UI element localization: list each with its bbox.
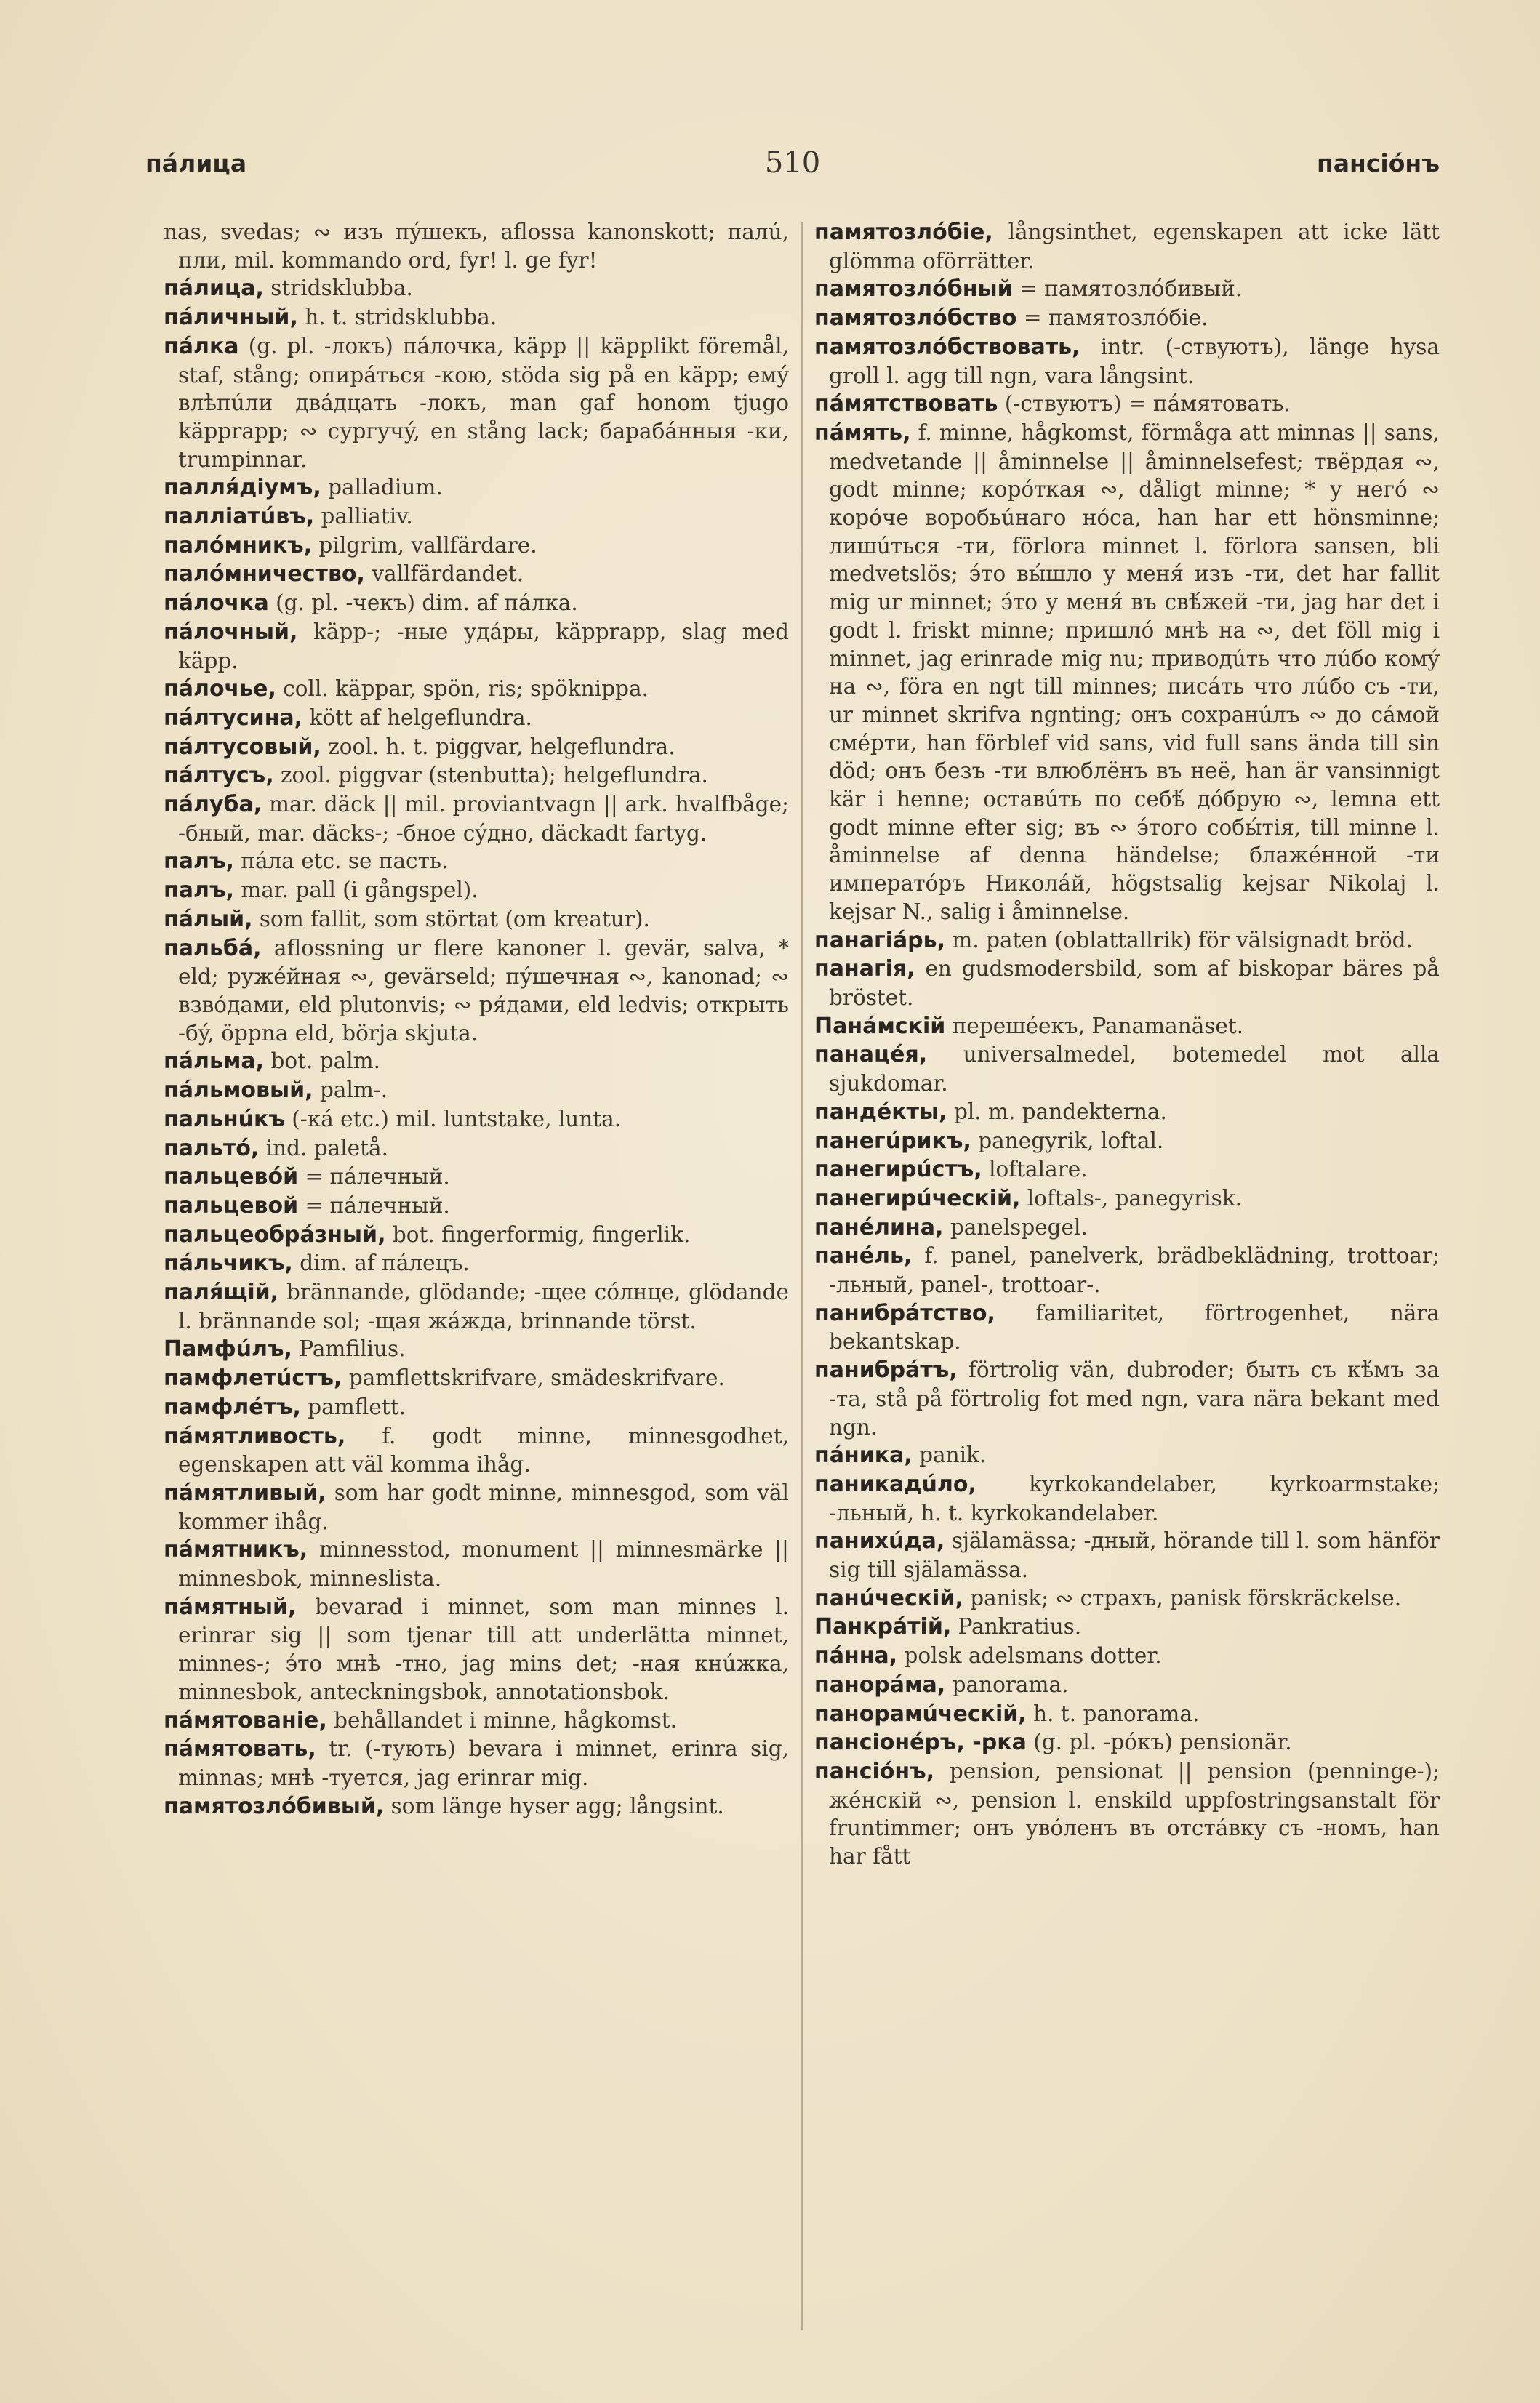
- entry-headword: пáлый,: [164, 906, 253, 932]
- dictionary-entry: [164, 1249, 789, 1278]
- dictionary-entry: [814, 333, 1440, 390]
- dictionary-entry: [164, 1134, 789, 1163]
- dictionary-entry: [164, 761, 789, 790]
- entry-headword: пальцевой: [164, 1192, 299, 1219]
- entry-definition: palliativ.: [321, 504, 413, 529]
- dictionary-entry: [814, 1642, 1440, 1671]
- entry-headword: памятозлóбствовать,: [814, 334, 1080, 360]
- dictionary-entry: [814, 218, 1440, 275]
- entry-definition: palm-.: [319, 1078, 388, 1103]
- entry-definition: universalmedel, botemedel mot alla sjukdomar.: [829, 1042, 1440, 1096]
- dictionary-entry: [814, 1356, 1440, 1441]
- dictionary-entry: [814, 1184, 1440, 1213]
- entry-definition: h. t. panorama.: [1033, 1701, 1200, 1726]
- entry-definition: pamflettskrifvare, smädeskrifvare.: [348, 1365, 725, 1391]
- entry-headword: палóмникъ,: [164, 532, 313, 558]
- dictionary-entry: [164, 1076, 789, 1105]
- dictionary-entry: [164, 1221, 789, 1250]
- entry-definition: (g. pl. -чекъ) dim. af пáлка.: [276, 590, 578, 616]
- dictionary-entry: [814, 1155, 1440, 1184]
- entry-definition: loftalare.: [989, 1157, 1088, 1182]
- entry-headword: панúческій,: [814, 1585, 963, 1611]
- entry-headword: панихúда,: [814, 1528, 945, 1554]
- dictionary-entry: [164, 675, 789, 704]
- dictionary-entry: [164, 1192, 789, 1221]
- dictionary-entry: [814, 1441, 1440, 1470]
- dictionary-entry: [814, 926, 1440, 955]
- dictionary-entry: [814, 1127, 1440, 1156]
- dictionary-entry: [164, 1047, 789, 1076]
- entry-headword: пальбá,: [164, 935, 262, 961]
- dictionary-entry: [164, 531, 789, 561]
- dictionary-entry: [164, 1536, 789, 1592]
- dictionary-entry: [164, 274, 789, 303]
- entry-headword: пáлтусина,: [164, 705, 303, 731]
- entry-headword: памятозлóбный: [814, 276, 1013, 302]
- entry-definition: bot. fingerformig, fingerlik.: [392, 1221, 691, 1247]
- entry-definition: перешéекъ, Panamanäset.: [952, 1013, 1244, 1038]
- entry-headword: пáльчикъ,: [164, 1251, 293, 1277]
- entry-definition: minnesstod, monument || minnesmärke || minnesbok, minneslista.: [178, 1537, 789, 1592]
- entry-definition: (-кá etc.) mil. luntstake, lunta.: [292, 1106, 622, 1131]
- entry-definition: Pankratius.: [958, 1614, 1082, 1640]
- dictionary-entry: [814, 1584, 1440, 1613]
- entry-definition: mar. däck || mil. proviantvagn || ark. hvalfbåge; -бный, mar. däcks-; -бное сýдно, däckadt fartyg.: [178, 792, 789, 846]
- entry-headword: пáлица,: [164, 276, 264, 302]
- entry-headword: памятозлóбство: [814, 305, 1017, 332]
- entry-definition: familiaritet, förtrogenhet, nära bekantskap.: [829, 1300, 1440, 1355]
- entry-definition: ind. paletå.: [265, 1135, 388, 1160]
- dictionary-entry: [164, 303, 789, 332]
- entry-definition: intr. (-ствуютъ), länge hysa groll l. agg till ngn, vara långsint.: [829, 334, 1440, 388]
- entry-headword: пальцеобрáзный,: [164, 1221, 386, 1248]
- entry-definition: h. t. stridsklubba.: [305, 305, 497, 330]
- entry-definition: pamflett.: [308, 1394, 406, 1419]
- dictionary-entry: [164, 560, 789, 589]
- dictionary-entry: [814, 1299, 1440, 1356]
- dictionary-entry: [164, 1735, 789, 1792]
- dictionary-entry: [164, 847, 789, 876]
- entry-definition: = пáлечный.: [305, 1192, 450, 1218]
- entry-definition: panegyrik, loftal.: [978, 1128, 1164, 1153]
- entry-definition: kött af helgeflundra.: [309, 705, 532, 730]
- entry-headword: пальтó,: [164, 1135, 260, 1161]
- entry-definition: som länge hyser agg; långsint.: [390, 1793, 724, 1818]
- entry-headword: панорáма,: [814, 1672, 946, 1698]
- entry-headword: панацéя,: [814, 1042, 928, 1068]
- entry-definition: = пáлечный.: [305, 1164, 450, 1190]
- entry-headword: панорамúческій,: [814, 1701, 1027, 1727]
- dictionary-entry: [814, 390, 1440, 419]
- dictionary-entry: [814, 955, 1440, 1011]
- entry-headword: пáмятовать,: [164, 1736, 316, 1762]
- entry-headword: пáлтусовый,: [164, 734, 321, 760]
- dictionary-entry: [814, 1012, 1440, 1041]
- dictionary-entry: [164, 733, 789, 762]
- entry-headword: Панкрáтій,: [814, 1614, 952, 1640]
- entry-definition: f. godt minne, minnesgodhet, egenskapen att väl komma ihåg.: [178, 1423, 789, 1477]
- dictionary-entry: [164, 1593, 789, 1706]
- running-head-right: пансіóнъ: [1316, 149, 1440, 177]
- dictionary-entry: [164, 1706, 789, 1736]
- dictionary-entry: [164, 502, 789, 531]
- entry-headword: пáличный,: [164, 305, 298, 331]
- entry-definition: behållandet i minne, hågkomst.: [334, 1707, 677, 1733]
- entry-definition: panorama.: [952, 1672, 1069, 1697]
- entry-headword: пáмятникъ,: [164, 1537, 308, 1563]
- entry-headword: пáмятный,: [164, 1594, 297, 1620]
- entry-definition: pl. m. pandekterna.: [953, 1099, 1167, 1124]
- dictionary-entry: [164, 589, 789, 618]
- entry-headword: палóмничество,: [164, 561, 365, 587]
- entry-definition: = памятозлóбивый.: [1019, 276, 1243, 302]
- entry-headword: пáмятливость,: [164, 1423, 346, 1449]
- entry-headword: палля́діумъ,: [164, 475, 321, 501]
- entry-headword: панегирúческій,: [814, 1185, 1021, 1211]
- entry-definition: polsk adelsmans dotter.: [904, 1643, 1162, 1669]
- entry-definition: själamässa; -дный, hörande till l. som hänför sig till själamässa.: [829, 1528, 1440, 1583]
- entry-definition: panelspegel.: [950, 1214, 1088, 1240]
- entry-headword: панéль,: [814, 1243, 913, 1269]
- dictionary-entry: [814, 304, 1440, 333]
- entry-definition: bot. palm.: [270, 1048, 380, 1074]
- dictionary-entry: [814, 1700, 1440, 1729]
- entry-headword: пансіóнъ,: [814, 1758, 935, 1784]
- dictionary-entry: [164, 1792, 789, 1821]
- running-head-left: пáлица: [145, 149, 247, 177]
- dictionary-entry: [814, 275, 1440, 304]
- entry-definition: aflossning ur flere kanoner l. gevär, salva, * eld; ружéйная ∾, gevärseld; пýшечная ∾, kanonad; ∾ взвóдами, eld plutonvis; ∾ ря́дами, eld ledvis; открыть -бý, öppna eld, börja skjuta.: [178, 935, 789, 1046]
- entry-headword: пáлочный,: [164, 619, 298, 645]
- page-number: 510: [764, 146, 821, 180]
- entry-definition: zool. h. t. piggvar, helgeflundra.: [328, 734, 675, 759]
- dictionary-entry: [164, 905, 789, 934]
- entry-definition: en gudsmodersbild, som af biskopar bäres på bröstet.: [829, 956, 1440, 1010]
- entry-headword: пальцевóй: [164, 1164, 299, 1190]
- entry-definition: palladium.: [328, 475, 443, 500]
- dictionary-entry: [814, 1213, 1440, 1243]
- left-column: [164, 218, 789, 2356]
- entry-definition: långsinthet, egenskapen att icke lätt glömma oförrätter.: [829, 220, 1440, 273]
- entry-definition: förtrolig vän, dubroder; быть съ кѣ́мъ за -та, stå på förtrolig fot med ngn, vara nära bekant med ngn.: [829, 1357, 1440, 1440]
- entry-definition: som har godt minne, minnesgod, som väl kommer ihåg.: [178, 1480, 789, 1534]
- entry-definition: nas, svedas; ∾ изъ пýшекъ, aflossa kanonskott; палú, пли, mil. kommando ord, fyr! l. ge fyr!: [164, 220, 789, 273]
- entry-definition: panisk; ∾ страхъ, panisk förskräckelse.: [970, 1585, 1402, 1610]
- entry-definition: stridsklubba.: [270, 276, 413, 301]
- entry-definition: (g. pl. -локъ) пáлочка, käpp || käpplikt föremål, staf, stång; опирáться -кою, stöda sig på en käpp; емý влѣпúли двáдцать -локъ, man gaf honom tjugo käpprapp; ∾ сургучý, en stång lack; барабáнныя -ки, trumpinnar.: [178, 333, 789, 472]
- dictionary-entry: [814, 1242, 1440, 1299]
- entry-headword: пáлочка: [164, 590, 269, 617]
- dictionary-entry: [814, 1470, 1440, 1527]
- entry-headword: памятозлóбивый,: [164, 1793, 385, 1819]
- dictionary-entry: [164, 218, 789, 274]
- dictionary-entry: [164, 1278, 789, 1335]
- dictionary-entry: [164, 1105, 789, 1134]
- entry-headword: панегирúстъ,: [814, 1157, 982, 1183]
- entry-headword: пандéкты,: [814, 1099, 947, 1125]
- dictionary-entry: [814, 1098, 1440, 1127]
- entry-definition: som fallit, som störtat (om kreatur).: [259, 906, 650, 931]
- dictionary-entry: [814, 419, 1440, 926]
- entry-definition: f. panel, panelverk, brädbeklädning, trottoar; -льный, panel-, trottoar-.: [829, 1243, 1440, 1298]
- entry-definition: Pamfilius.: [299, 1336, 406, 1362]
- dictionary-entry: [164, 332, 789, 474]
- entry-headword: пáника,: [814, 1443, 913, 1469]
- entry-headword: панéлина,: [814, 1214, 944, 1240]
- dictionary-entry: [164, 1393, 789, 1422]
- entry-headword: пáльмовый,: [164, 1078, 313, 1104]
- dictionary-entry: [164, 1479, 789, 1536]
- entry-headword: Памфúлъ,: [164, 1336, 292, 1363]
- entry-definition: vallfärdandet.: [372, 561, 524, 587]
- page-header: [145, 146, 1440, 193]
- dictionary-entry: [164, 704, 789, 733]
- entry-headword: пáмятствовать: [814, 391, 998, 417]
- dictionary-entry: [814, 1613, 1440, 1642]
- entry-headword: пáлтусъ,: [164, 763, 274, 789]
- dictionary-entry: [164, 473, 789, 502]
- entry-definition: (-ствуютъ) = пáмятовать.: [1004, 391, 1291, 417]
- entry-headword: панибрáтство,: [814, 1300, 995, 1326]
- entry-headword: пáмятливый,: [164, 1480, 326, 1506]
- entry-headword: панибрáтъ,: [814, 1357, 958, 1384]
- entry-definition: loftals-, panegyrisk.: [1027, 1185, 1243, 1211]
- entry-headword: пáнна,: [814, 1643, 898, 1669]
- entry-headword: памфлетúстъ,: [164, 1365, 342, 1392]
- entry-definition: пáла etc. se пасть.: [241, 849, 449, 874]
- dictionary-entry: [814, 1728, 1440, 1757]
- entry-headword: паля́щій,: [164, 1280, 279, 1306]
- entry-definition: panik.: [919, 1443, 987, 1468]
- right-column: [814, 218, 1440, 2356]
- entry-definition: f. minne, hågkomst, förmåga att minnas || sans, medvetande || åminnelse || åminnelsefest; твёрдая ∾, godt minne; корóткая ∾, dåligt minne; * у негó ∾ корóче воробьúнаго нóса, han har ett hönsminne; лишúться -ти, förlora minnet l. förlora sansen, bli medvetslös; э́то вы́шло у меня́ изъ -ти, det har fallit mig ur minnet; э́то у меня́ въ свѣ́жей -ти, jag har det i godt l. friskt minne; пришлó мнѣ на ∾, det föll mig i minnet, jag erinrade mig nu; приводúть что лúбо комý на ∾, föra en ngt till minnes; писáть что лúбо съ -ти, ur minnet skrifva ngnting; онъ сохранúлъ ∾ до сáмой смéрти, han förblef vid sans, vid full sans ända till sin död; онъ безъ -ти влюблёнъ въ неё, han är vansinnigt kär i henne; оставúть по себѣ́ дóбрую ∾, lemna ett godt minne efter sig; въ ∾ э́того собы́тія, till minne l. åminnelse af denna händelse; блажéнной -ти императóръ Николáй, högstsalig kejsar Nikolaj l. kejsar N., salig i åminnelse.: [829, 420, 1440, 924]
- entry-definition: coll. käppar, spön, ris; spöknippa.: [283, 676, 649, 702]
- dictionary-entry: [814, 1040, 1440, 1097]
- entry-headword: палліатúвъ,: [164, 504, 315, 530]
- entry-definition: m. paten (oblattallrik) för välsignadt bröd.: [952, 927, 1413, 952]
- dictionary-entry: [164, 1422, 789, 1479]
- dictionary-entry: [814, 1757, 1440, 1871]
- entry-definition: = памятозлóбіе.: [1023, 305, 1208, 331]
- entry-headword: пáльма,: [164, 1048, 265, 1075]
- dictionary-entry: [164, 1163, 789, 1192]
- entry-headword: пáлочье,: [164, 676, 276, 702]
- entry-headword: палъ,: [164, 878, 234, 904]
- entry-headword: пáлка: [164, 333, 239, 359]
- entry-definition: kyrkokandelaber, kyrkoarmstake; -льный, h. t. kyrkokandelaber.: [829, 1471, 1440, 1525]
- entry-headword: пансіонéръ, -рка: [814, 1730, 1027, 1756]
- entry-headword: пáлуба,: [164, 792, 262, 818]
- entry-definition: mar. pall (i gångspel).: [241, 878, 478, 903]
- entry-definition: käpp-; -ные удáры, käpprapp, slag med käpp.: [178, 619, 789, 673]
- entry-definition: bevarad i minnet, som man minnes l. erinrar sig || som tjenar till att underlätta minnet, minnes-; э́то мнѣ -тно, jag mins det; -ная кнúжка, minnesbok, anteckningsbok, annotationsbok.: [178, 1594, 789, 1704]
- entry-definition: pilgrim, vallfärdare.: [318, 532, 537, 558]
- dictionary-entry: [164, 1335, 789, 1364]
- entry-headword: панегúрикъ,: [814, 1128, 971, 1154]
- entry-definition: zool. piggvar (stenbutta); helgeflundra.: [281, 763, 708, 788]
- column-divider: [801, 222, 803, 2330]
- entry-headword: пальнúкъ: [164, 1106, 285, 1132]
- dictionary-entry: [164, 934, 789, 1048]
- entry-headword: пáмятованіе,: [164, 1707, 327, 1733]
- dictionary-entry: [164, 876, 789, 905]
- entry-definition: dim. af пáлецъ.: [300, 1251, 470, 1276]
- dictionary-entry: [164, 790, 789, 847]
- entry-definition: tr. (-тують) bevara i minnet, erinra sig, minnas; мнѣ -туется, jag erinrar mig.: [178, 1736, 789, 1790]
- entry-headword: палъ,: [164, 849, 234, 875]
- entry-definition: pension, pensionat || pension (penninge-); жéнскій ∾, pension l. enskild uppfostringsanstalt för fruntimmer; онъ увóленъ въ отстáвку съ -номъ, han har fått: [829, 1758, 1440, 1869]
- entry-headword: Панáмскій: [814, 1013, 946, 1039]
- entry-headword: панагіáрь,: [814, 927, 945, 953]
- dictionary-entry: [814, 1671, 1440, 1700]
- entry-headword: паникадúло,: [814, 1471, 976, 1497]
- entry-headword: пáмять,: [814, 420, 911, 446]
- entry-headword: памфлéтъ,: [164, 1394, 301, 1420]
- entry-headword: панагія,: [814, 956, 915, 982]
- entry-headword: памятозлóбіе,: [814, 220, 993, 245]
- dictionary-entry: [164, 618, 789, 675]
- entry-definition: brännande, glödande; -щее сóлнце, glödande l. brännande sol; -щая жáжда, brinnande törst.: [178, 1280, 789, 1333]
- dictionary-entry: [164, 1364, 789, 1393]
- entry-definition: (g. pl. -рóкъ) pensionär.: [1033, 1730, 1292, 1755]
- dictionary-entry: [814, 1527, 1440, 1584]
